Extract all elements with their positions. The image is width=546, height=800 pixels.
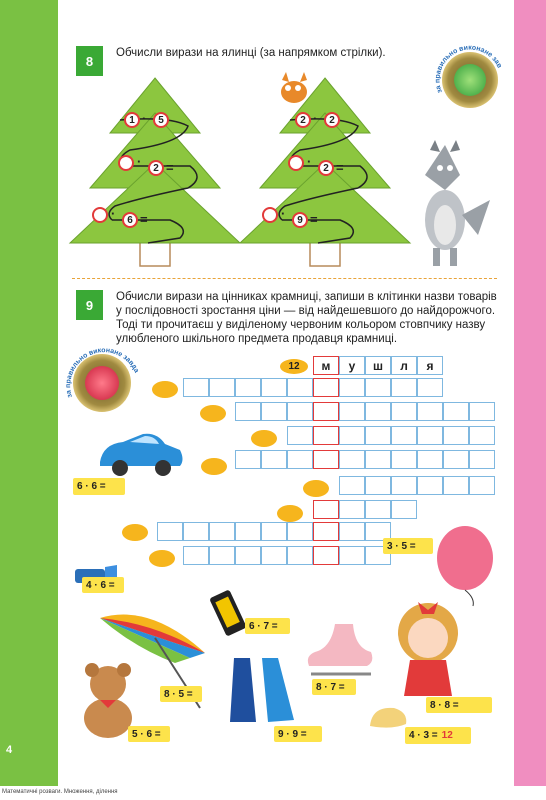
skate-illustration [305,622,377,684]
price-tag-balloon: 3 · 5 = [383,538,433,554]
example-word-letter: я [426,358,434,373]
task-9-line-4: улюбленого шкільного предмета продавця крамниці. [116,333,398,345]
phone-illustration [213,590,249,638]
crossword-cell[interactable] [417,450,443,469]
tree-2-dot-1: · [313,111,318,126]
example-word-cell [391,356,417,375]
crossword-cell[interactable] [261,378,287,397]
section-divider [72,278,497,279]
tree-2-multiplier-2: 2 [318,160,334,176]
task-9-line-3: Тоді ти прочитаєш у виділеному червоним кольором стовпчику назву [116,319,486,331]
crossword-cell[interactable] [235,450,261,469]
tree-1-multiplier-3: 6 [122,212,138,228]
crossword-cell[interactable] [183,522,209,541]
crossword-cell[interactable] [183,546,209,565]
row-oval-1[interactable] [152,381,178,398]
row-oval-4[interactable] [201,458,227,475]
crossword-cell[interactable] [365,476,391,495]
crossword-cell[interactable] [313,546,339,565]
crossword-cell[interactable] [287,546,313,565]
crossword-cell[interactable] [417,426,443,445]
tree-1-dot-2: · [137,154,142,169]
tree-2-multiplier-1: 2 [324,112,340,128]
row-oval-2[interactable] [200,405,226,422]
task-9-line-2: у послідовності зростання ціни — від найдешевшого до найдорожчого. [116,305,496,317]
task-8-number: 8 [76,46,103,76]
crossword-cell[interactable] [209,546,235,565]
page-number: 4 [6,744,13,756]
tree-1-answer-circle-1[interactable] [118,155,134,171]
crossword-cell[interactable] [339,522,365,541]
example-word-cell [417,356,443,375]
crossword-cell[interactable] [261,546,287,565]
price-tag-shell-answer: 12 [441,730,453,741]
price-tag-shell [405,727,471,744]
price-tag-flippers: 9 · 9 = [274,726,322,742]
crossword-cell[interactable] [209,522,235,541]
tree-2-answer-circle-2[interactable] [262,207,278,223]
task-8-text: Обчисли вирази на ялинці (за напрямком стрілки). [116,47,386,59]
crossword-cell[interactable] [235,522,261,541]
crossword-cell[interactable] [417,402,443,421]
example-word-cell [365,356,391,375]
right-color-strip [514,0,546,786]
crossword-cell[interactable] [339,378,365,397]
crossword-cell[interactable] [365,378,391,397]
crossword-cell[interactable] [287,522,313,541]
crossword-cell[interactable] [391,476,417,495]
crossword-cell[interactable] [287,426,313,445]
crossword-cell[interactable] [339,500,365,519]
price-tag-umbrella: 8 · 5 = [160,686,202,702]
crossword-cell[interactable] [287,378,313,397]
crossword-cell[interactable] [261,522,287,541]
crossword-cell[interactable] [261,450,287,469]
row-oval-7[interactable] [122,524,148,541]
crossword-cell[interactable] [469,402,495,421]
tree-2-eq-2: = [336,160,344,175]
crossword-cell[interactable] [261,402,287,421]
crossword-cell[interactable] [235,546,261,565]
task-9-text [116,290,508,346]
crossword-cell[interactable] [339,476,365,495]
example-word-letter: у [348,358,356,373]
crossword-cell[interactable] [313,522,339,541]
tree-1-eq-2: = [166,160,174,175]
balloon-illustration [435,526,495,606]
example-word-letter: ш [372,358,383,373]
tree-1-eq-3: = [140,212,148,227]
crossword-cell[interactable] [313,500,339,519]
example-word-letter: л [400,358,408,373]
price-tag-bear: 5 · 6 = [128,726,170,742]
crossword-cell[interactable] [313,378,339,397]
tree-2-answer-circle-1[interactable] [288,155,304,171]
crossword-cell[interactable] [339,402,365,421]
crossword-cell[interactable] [443,426,469,445]
crossword-cell[interactable] [287,402,313,421]
crossword-cell[interactable] [313,450,339,469]
svg-text:за правильно виконане завдання: за правильно виконане завдання [57,340,140,399]
row-oval-6[interactable] [277,505,303,522]
tree-1-multiplier-1: 5 [153,112,169,128]
crossword-cell[interactable] [209,378,235,397]
crossword-cell[interactable] [339,426,365,445]
crossword-cell[interactable] [339,546,365,565]
tree-1-start-circle: 1 [124,112,140,128]
price-tag-shell-expr: 4 · 3 = [409,730,438,741]
flippers-illustration [228,652,298,726]
squirrel-illustration [274,70,314,108]
example-price-oval: 12 [280,359,308,374]
crossword-cell[interactable] [365,500,391,519]
tree-2-start-circle: 2 [295,112,311,128]
example-word-cell [313,356,339,375]
crossword-cell[interactable] [313,426,339,445]
task-9-line-1: Обчисли вирази на цінниках крамниці, запиши в клітинки назви товарів [116,291,497,303]
shell-illustration [368,704,410,730]
price-tag-doll: 8 · 8 = [426,697,492,713]
crossword-cell[interactable] [469,426,495,445]
tree-2-multiplier-3: 9 [292,212,308,228]
left-color-strip [0,0,58,786]
example-word-letter: м [321,358,331,373]
tree-1-dot-3: · [111,206,116,221]
crossword-cell[interactable] [443,476,469,495]
crossword-cell[interactable] [235,402,261,421]
crossword-cell[interactable] [417,378,443,397]
row-oval-8[interactable] [149,550,175,567]
tree-2-dot-2: · [307,154,312,169]
crossword-cell[interactable] [417,476,443,495]
crossword-cell[interactable] [443,402,469,421]
badge-text-arc-2 [57,340,145,425]
crossword-cell[interactable] [391,450,417,469]
tree-2-eq-3: = [310,212,318,227]
crossword-cell[interactable] [391,426,417,445]
footer-text: Математичні розваги. Множення, ділення [2,789,118,795]
tree-1-dot-1: · [142,111,147,126]
crossword-cell[interactable] [313,402,339,421]
crossword-cell[interactable] [469,476,495,495]
price-tag-flashlight: 4 · 6 = [82,577,124,593]
task-9-number: 9 [76,290,103,320]
badge-text-arc-1 [427,35,510,120]
crossword-cell[interactable] [157,522,183,541]
example-word-cell [339,356,365,375]
svg-text:за правильно виконане завдання: за правильно виконане завдання [427,35,503,94]
crossword-cell[interactable] [391,500,417,519]
row-oval-3[interactable] [251,430,277,447]
price-tag-car: 6 · 6 = [73,478,125,495]
crossword-cell[interactable] [443,450,469,469]
tree-1-answer-circle-2[interactable] [92,207,108,223]
toy-car-illustration [95,430,185,478]
price-tag-phone: 6 · 7 = [245,618,290,634]
tree-1-multiplier-2: 2 [148,160,164,176]
price-tag-skate: 8 · 7 = [312,679,356,695]
crossword-cell[interactable] [339,450,365,469]
crossword-cell[interactable] [469,450,495,469]
crossword-cell[interactable] [287,450,313,469]
crossword-cell[interactable] [391,378,417,397]
crossword-cell[interactable] [183,378,209,397]
crossword-cell[interactable] [365,450,391,469]
crossword-cell[interactable] [365,402,391,421]
wolf-illustration [400,140,495,270]
crossword-cell[interactable] [235,378,261,397]
footer [0,786,546,800]
crossword-cell[interactable] [365,426,391,445]
crossword-cell[interactable] [391,402,417,421]
doll-illustration [388,598,468,708]
row-oval-5[interactable] [303,480,329,497]
tree-2-dot-3: · [281,206,286,221]
